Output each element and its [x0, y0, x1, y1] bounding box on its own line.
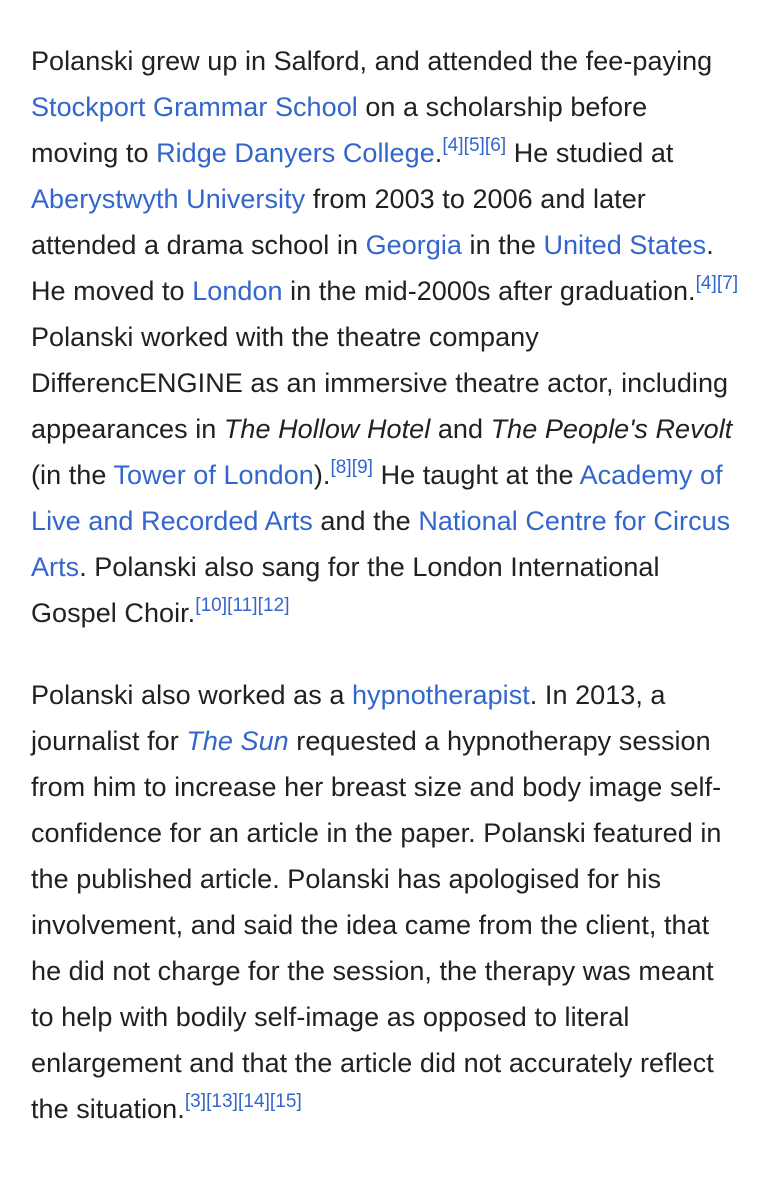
paragraph-hypnotherapy [31, 672, 742, 1132]
body-text: Polanski worked with the theatre company DifferencENGINE as an immersive theatre actor, including appearances in [31, 322, 729, 444]
body-text: ). [313, 460, 331, 490]
link-london[interactable]: London [192, 276, 283, 306]
body-text: . [434, 138, 443, 168]
paragraph-early-life [31, 38, 742, 636]
body-text: (in the [31, 460, 114, 490]
link-the-sun[interactable]: The Sun [186, 726, 289, 756]
body-text: and [430, 414, 491, 444]
citation-ref[interactable]: [7] [716, 273, 739, 294]
citation-ref[interactable]: [13] [206, 1091, 238, 1112]
body-text: Polanski grew up in Salford, and attended the fee-paying [31, 46, 713, 76]
citation-ref[interactable]: [4] [695, 273, 717, 294]
citation-ref[interactable]: [10] [195, 595, 228, 616]
body-text: . In 2013, a journalist for [31, 680, 666, 756]
body-text: He taught at the [373, 460, 580, 490]
link-hypnotherapist[interactable]: hypnotherapist [351, 680, 530, 710]
link-tower-of-london[interactable]: Tower of London [113, 460, 314, 490]
body-text: Polanski also worked as a [31, 680, 352, 710]
body-text: on a scholarship before moving to [31, 92, 648, 168]
citation-ref[interactable]: [9] [351, 457, 374, 478]
citation-ref[interactable]: [11] [227, 595, 258, 616]
body-text: . Polanski also sang for the London International Gospel Choir. [31, 552, 660, 628]
link-national-centre-for-circus-arts[interactable]: National Centre for Circus Arts [31, 506, 731, 582]
work-title: The People's Revolt [490, 414, 733, 444]
citation-ref[interactable]: [8] [330, 457, 352, 478]
body-text: from 2003 to 2006 and later attended a drama school in [31, 184, 646, 260]
body-text: in the mid-2000s after graduation. [282, 276, 696, 306]
citation-ref[interactable]: [12] [257, 595, 290, 616]
link-stockport-grammar-school[interactable]: Stockport Grammar School [31, 92, 358, 122]
link-ridge-danyers-college[interactable]: Ridge Danyers College [156, 138, 435, 168]
citation-ref[interactable]: [5] [463, 135, 485, 156]
body-text: and the [312, 506, 419, 536]
body-text: in the [461, 230, 544, 260]
link-georgia[interactable]: Georgia [365, 230, 462, 260]
citation-ref[interactable]: [15] [269, 1091, 302, 1112]
work-title: The Hollow Hotel [223, 414, 431, 444]
body-text: . He moved to [31, 230, 714, 306]
link-aberystwyth-university[interactable]: Aberystwyth University [31, 184, 306, 214]
citation-ref[interactable]: [14] [238, 1091, 270, 1112]
body-text: requested a hypnotherapy session from him to increase her breast size and body image self-confidence for an article in the paper. Polanski featured in the published article. Polanski has apologised for his involvement, and said the idea came from the client, that he did not charge for the session, the therapy was meant to help with bodily self-image as opposed to literal enlargement and that the article did not accurately reflect the situation. [31, 726, 722, 1124]
citation-ref[interactable]: [6] [484, 135, 507, 156]
link-united-states[interactable]: United States [543, 230, 707, 260]
citation-ref[interactable]: [4] [442, 135, 464, 156]
link-academy-of-live-and-recorded-arts[interactable]: Academy of Live and Recorded Arts [31, 460, 723, 536]
body-text: He studied at [506, 138, 674, 168]
citation-ref[interactable]: [3] [184, 1091, 207, 1112]
